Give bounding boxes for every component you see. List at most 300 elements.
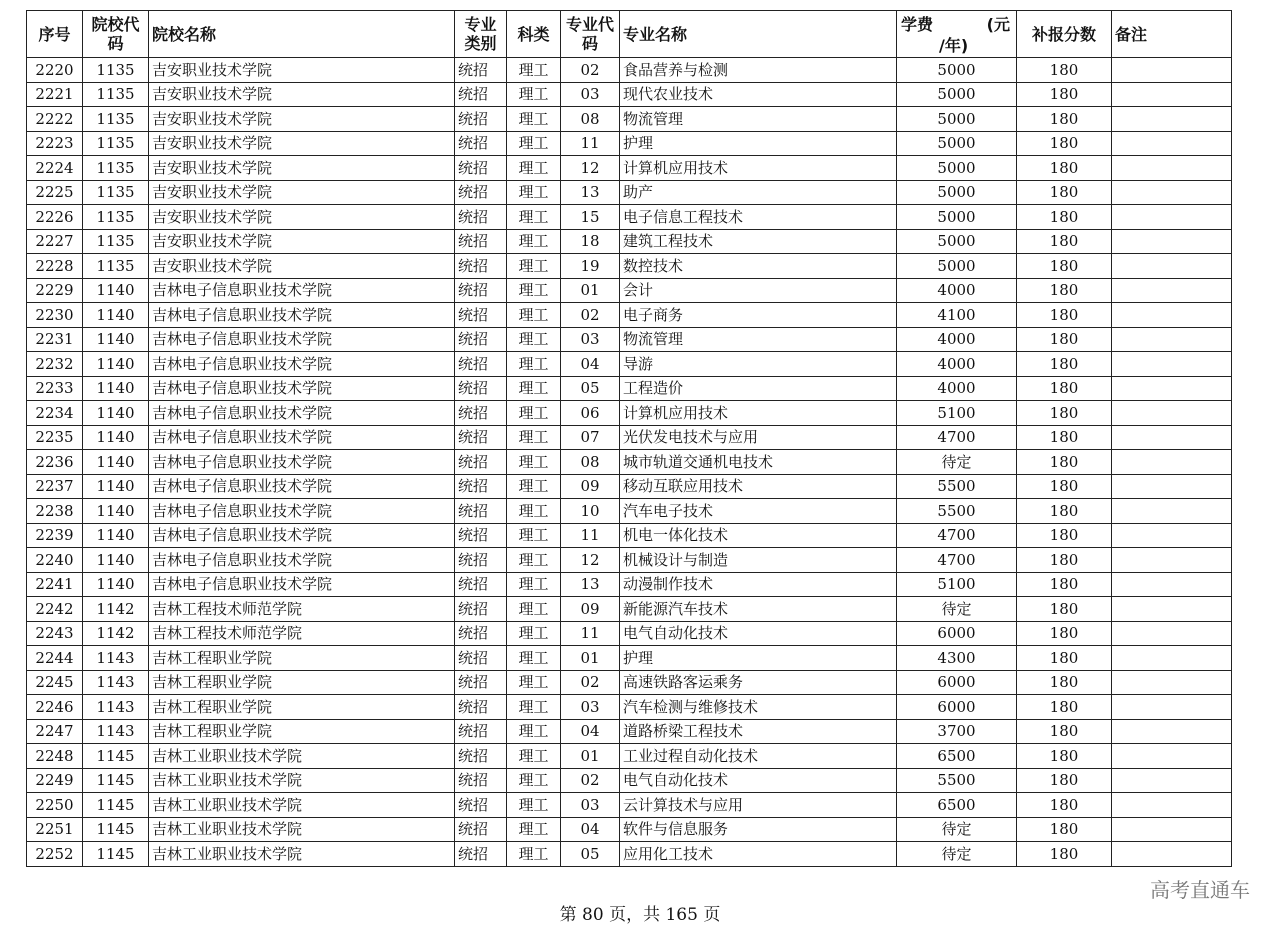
cell-seq: 2250 [27,793,83,818]
table-row [27,327,1232,352]
cell-school-name: 吉林工业职业技术学院 [149,817,455,842]
cell-subject: 理工 [507,303,561,328]
cell-school-code: 1143 [83,646,149,671]
cell-major-code: 04 [561,352,620,377]
cell-score: 180 [1017,670,1112,695]
cell-school-code: 1135 [83,254,149,279]
cell-subject: 理工 [507,499,561,524]
cell-fee: 5000 [897,180,1017,205]
cell-school-name: 吉林工程技术师范学院 [149,621,455,646]
cell-note [1112,58,1232,83]
cell-school-code: 1140 [83,572,149,597]
cell-seq: 2235 [27,425,83,450]
cell-note [1112,352,1232,377]
cell-major-name: 汽车检测与维修技术 [620,695,897,720]
cell-seq: 2224 [27,156,83,181]
cell-major-name: 电气自动化技术 [620,768,897,793]
cell-major-name: 护理 [620,646,897,671]
cell-score: 180 [1017,597,1112,622]
cell-major-type: 统招 [455,131,507,156]
cell-seq: 2220 [27,58,83,83]
cell-fee: 5000 [897,107,1017,132]
cell-major-name: 软件与信息服务 [620,817,897,842]
cell-fee: 5000 [897,254,1017,279]
cell-major-code: 12 [561,548,620,573]
cell-fee: 6000 [897,621,1017,646]
cell-note [1112,229,1232,254]
cell-major-code: 13 [561,572,620,597]
table-row [27,401,1232,426]
cell-fee: 4000 [897,376,1017,401]
cell-fee: 6500 [897,744,1017,769]
cell-fee: 3700 [897,719,1017,744]
cell-seq: 2226 [27,205,83,230]
cell-school-code: 1135 [83,131,149,156]
cell-subject: 理工 [507,695,561,720]
cell-school-code: 1140 [83,499,149,524]
cell-seq: 2238 [27,499,83,524]
cell-fee: 4000 [897,278,1017,303]
cell-school-code: 1135 [83,82,149,107]
cell-score: 180 [1017,425,1112,450]
cell-major-name: 建筑工程技术 [620,229,897,254]
cell-major-name: 计算机应用技术 [620,156,897,181]
cell-school-code: 1135 [83,205,149,230]
cell-seq: 2229 [27,278,83,303]
cell-fee: 5100 [897,401,1017,426]
cell-subject: 理工 [507,548,561,573]
cell-major-name: 数控技术 [620,254,897,279]
header-major-name: 专业名称 [620,11,897,58]
table-row [27,744,1232,769]
cell-school-name: 吉林电子信息职业技术学院 [149,572,455,597]
cell-major-name: 电子商务 [620,303,897,328]
cell-subject: 理工 [507,180,561,205]
cell-major-name: 工程造价 [620,376,897,401]
cell-major-code: 01 [561,646,620,671]
cell-seq: 2242 [27,597,83,622]
cell-subject: 理工 [507,131,561,156]
table-row [27,719,1232,744]
cell-note [1112,303,1232,328]
cell-school-name: 吉林电子信息职业技术学院 [149,425,455,450]
cell-seq: 2245 [27,670,83,695]
cell-fee: 5000 [897,156,1017,181]
cell-school-name: 吉林工业职业技术学院 [149,744,455,769]
cell-subject: 理工 [507,107,561,132]
cell-fee: 待定 [897,597,1017,622]
cell-school-code: 1143 [83,695,149,720]
cell-major-type: 统招 [455,229,507,254]
cell-school-code: 1140 [83,327,149,352]
cell-seq: 2227 [27,229,83,254]
cell-school-name: 吉安职业技术学院 [149,107,455,132]
cell-score: 180 [1017,352,1112,377]
cell-major-name: 电气自动化技术 [620,621,897,646]
cell-major-name: 工业过程自动化技术 [620,744,897,769]
cell-score: 180 [1017,327,1112,352]
cell-major-type: 统招 [455,597,507,622]
cell-seq: 2230 [27,303,83,328]
cell-fee: 6000 [897,695,1017,720]
table-row [27,425,1232,450]
cell-score: 180 [1017,82,1112,107]
cell-subject: 理工 [507,817,561,842]
cell-major-type: 统招 [455,474,507,499]
cell-school-name: 吉林工程技术师范学院 [149,597,455,622]
cell-school-code: 1135 [83,58,149,83]
cell-score: 180 [1017,523,1112,548]
cell-note [1112,131,1232,156]
cell-major-code: 08 [561,107,620,132]
cell-major-code: 07 [561,425,620,450]
cell-major-name: 移动互联应用技术 [620,474,897,499]
table-row [27,82,1232,107]
cell-major-type: 统招 [455,744,507,769]
cell-fee: 5000 [897,205,1017,230]
table-row [27,278,1232,303]
cell-school-name: 吉安职业技术学院 [149,58,455,83]
table-row [27,229,1232,254]
table-row [27,58,1232,83]
cell-fee: 5000 [897,82,1017,107]
cell-school-name: 吉林工程职业学院 [149,695,455,720]
cell-major-name: 新能源汽车技术 [620,597,897,622]
table-row [27,205,1232,230]
header-score: 补报分数 [1017,11,1112,58]
cell-note [1112,768,1232,793]
cell-score: 180 [1017,205,1112,230]
cell-fee: 4000 [897,352,1017,377]
cell-note [1112,670,1232,695]
cell-school-name: 吉林工程职业学院 [149,670,455,695]
cell-fee: 4700 [897,425,1017,450]
cell-note [1112,425,1232,450]
cell-major-type: 统招 [455,180,507,205]
cell-fee: 5000 [897,229,1017,254]
cell-fee: 待定 [897,817,1017,842]
cell-fee: 5500 [897,474,1017,499]
cell-score: 180 [1017,499,1112,524]
cell-subject: 理工 [507,425,561,450]
cell-subject: 理工 [507,597,561,622]
cell-major-name: 动漫制作技术 [620,572,897,597]
cell-major-code: 12 [561,156,620,181]
cell-school-code: 1140 [83,376,149,401]
cell-subject: 理工 [507,327,561,352]
cell-seq: 2249 [27,768,83,793]
table-row [27,842,1232,867]
table-row [27,817,1232,842]
cell-note [1112,548,1232,573]
cell-major-name: 高速铁路客运乘务 [620,670,897,695]
cell-subject: 理工 [507,646,561,671]
cell-major-type: 统招 [455,523,507,548]
cell-major-type: 统招 [455,670,507,695]
table-row [27,131,1232,156]
cell-fee: 5500 [897,768,1017,793]
cell-fee: 5000 [897,131,1017,156]
admissions-table [26,10,1232,867]
cell-note [1112,719,1232,744]
cell-seq: 2239 [27,523,83,548]
cell-note [1112,523,1232,548]
cell-fee: 待定 [897,450,1017,475]
cell-seq: 2223 [27,131,83,156]
cell-major-name: 物流管理 [620,107,897,132]
table-row [27,474,1232,499]
cell-score: 180 [1017,474,1112,499]
cell-score: 180 [1017,621,1112,646]
cell-subject: 理工 [507,58,561,83]
cell-seq: 2234 [27,401,83,426]
cell-school-name: 吉林电子信息职业技术学院 [149,278,455,303]
cell-seq: 2232 [27,352,83,377]
cell-school-name: 吉安职业技术学院 [149,131,455,156]
table-row [27,670,1232,695]
table-row [27,621,1232,646]
cell-major-type: 统招 [455,58,507,83]
cell-note [1112,82,1232,107]
cell-note [1112,646,1232,671]
cell-major-name: 道路桥梁工程技术 [620,719,897,744]
table-body [27,58,1232,867]
cell-school-name: 吉林工业职业技术学院 [149,768,455,793]
cell-school-code: 1142 [83,597,149,622]
cell-note [1112,401,1232,426]
table-row [27,548,1232,573]
cell-major-name: 光伏发电技术与应用 [620,425,897,450]
cell-school-code: 1143 [83,719,149,744]
cell-subject: 理工 [507,768,561,793]
cell-major-code: 04 [561,817,620,842]
cell-score: 180 [1017,180,1112,205]
cell-school-name: 吉林工程职业学院 [149,719,455,744]
cell-note [1112,376,1232,401]
cell-major-code: 01 [561,744,620,769]
header-seq: 序号 [27,11,83,58]
cell-seq: 2251 [27,817,83,842]
cell-subject: 理工 [507,450,561,475]
cell-major-type: 统招 [455,793,507,818]
cell-school-code: 1140 [83,278,149,303]
cell-major-type: 统招 [455,572,507,597]
cell-major-type: 统招 [455,768,507,793]
cell-major-name: 机械设计与制造 [620,548,897,573]
table-row [27,646,1232,671]
cell-major-type: 统招 [455,646,507,671]
cell-major-code: 13 [561,180,620,205]
cell-school-code: 1145 [83,768,149,793]
cell-subject: 理工 [507,744,561,769]
cell-subject: 理工 [507,156,561,181]
cell-major-code: 02 [561,303,620,328]
cell-school-name: 吉林电子信息职业技术学院 [149,376,455,401]
cell-school-code: 1140 [83,401,149,426]
cell-fee: 4100 [897,303,1017,328]
cell-subject: 理工 [507,621,561,646]
cell-subject: 理工 [507,793,561,818]
cell-score: 180 [1017,646,1112,671]
table-row [27,352,1232,377]
cell-school-code: 1145 [83,793,149,818]
cell-fee: 4300 [897,646,1017,671]
cell-school-code: 1140 [83,425,149,450]
cell-major-type: 统招 [455,156,507,181]
cell-note [1112,499,1232,524]
cell-major-type: 统招 [455,401,507,426]
cell-school-code: 1135 [83,156,149,181]
table-row [27,523,1232,548]
cell-major-name: 电子信息工程技术 [620,205,897,230]
cell-fee: 5000 [897,58,1017,83]
cell-major-name: 应用化工技术 [620,842,897,867]
cell-school-name: 吉林电子信息职业技术学院 [149,450,455,475]
cell-score: 180 [1017,450,1112,475]
cell-score: 180 [1017,107,1112,132]
cell-major-code: 10 [561,499,620,524]
header-school-code: 院校代码 [83,11,149,58]
cell-note [1112,205,1232,230]
cell-major-type: 统招 [455,278,507,303]
cell-major-code: 04 [561,719,620,744]
cell-fee: 4700 [897,548,1017,573]
cell-major-code: 02 [561,768,620,793]
cell-seq: 2228 [27,254,83,279]
cell-major-code: 03 [561,793,620,818]
cell-note [1112,156,1232,181]
cell-seq: 2248 [27,744,83,769]
cell-major-type: 统招 [455,376,507,401]
cell-major-type: 统招 [455,303,507,328]
cell-major-code: 08 [561,450,620,475]
cell-note [1112,793,1232,818]
cell-major-code: 03 [561,327,620,352]
table-row [27,180,1232,205]
cell-major-type: 统招 [455,450,507,475]
header-fee-unit: (元 [986,15,1010,34]
cell-major-name: 现代农业技术 [620,82,897,107]
cell-school-code: 1140 [83,474,149,499]
cell-score: 180 [1017,695,1112,720]
table-row [27,597,1232,622]
cell-subject: 理工 [507,523,561,548]
cell-major-name: 会计 [620,278,897,303]
cell-fee: 4000 [897,327,1017,352]
table-row [27,107,1232,132]
cell-fee: 6000 [897,670,1017,695]
cell-school-code: 1145 [83,817,149,842]
cell-score: 180 [1017,842,1112,867]
cell-school-name: 吉安职业技术学院 [149,229,455,254]
cell-score: 180 [1017,548,1112,573]
cell-score: 180 [1017,768,1112,793]
cell-major-type: 统招 [455,205,507,230]
header-row [27,11,1232,58]
table-row [27,793,1232,818]
cell-major-code: 09 [561,597,620,622]
cell-school-name: 吉安职业技术学院 [149,82,455,107]
cell-school-name: 吉林工业职业技术学院 [149,842,455,867]
cell-note [1112,474,1232,499]
cell-score: 180 [1017,131,1112,156]
cell-major-type: 统招 [455,327,507,352]
cell-fee: 5500 [897,499,1017,524]
cell-subject: 理工 [507,719,561,744]
cell-school-code: 1135 [83,229,149,254]
cell-seq: 2231 [27,327,83,352]
cell-school-code: 1145 [83,842,149,867]
cell-major-type: 统招 [455,719,507,744]
cell-note [1112,254,1232,279]
cell-school-name: 吉林电子信息职业技术学院 [149,303,455,328]
cell-major-code: 05 [561,842,620,867]
watermark: 高考直通车 [1150,878,1250,902]
cell-note [1112,572,1232,597]
cell-seq: 2221 [27,82,83,107]
header-school-name: 院校名称 [149,11,455,58]
cell-major-type: 统招 [455,82,507,107]
cell-school-code: 1140 [83,450,149,475]
cell-score: 180 [1017,303,1112,328]
cell-school-name: 吉林电子信息职业技术学院 [149,548,455,573]
cell-school-code: 1140 [83,523,149,548]
cell-major-type: 统招 [455,107,507,132]
header-fee [897,11,1017,58]
cell-major-code: 03 [561,695,620,720]
cell-score: 180 [1017,254,1112,279]
cell-seq: 2237 [27,474,83,499]
cell-school-name: 吉安职业技术学院 [149,180,455,205]
cell-major-name: 汽车电子技术 [620,499,897,524]
cell-major-type: 统招 [455,548,507,573]
cell-seq: 2244 [27,646,83,671]
cell-school-name: 吉林工程职业学院 [149,646,455,671]
cell-score: 180 [1017,229,1112,254]
cell-school-code: 1135 [83,180,149,205]
cell-fee: 5100 [897,572,1017,597]
cell-major-name: 导游 [620,352,897,377]
cell-seq: 2241 [27,572,83,597]
cell-score: 180 [1017,572,1112,597]
cell-note [1112,278,1232,303]
cell-subject: 理工 [507,474,561,499]
header-fee-per-year: /年) [939,36,969,55]
header-fee-label: 学费 [901,15,934,34]
table-row [27,303,1232,328]
cell-subject: 理工 [507,205,561,230]
cell-note [1112,107,1232,132]
cell-score: 180 [1017,793,1112,818]
cell-fee: 4700 [897,523,1017,548]
cell-major-type: 统招 [455,842,507,867]
cell-subject: 理工 [507,572,561,597]
cell-major-name: 云计算技术与应用 [620,793,897,818]
table-row [27,695,1232,720]
header-major-type: 专业类别 [455,11,507,58]
cell-major-name: 物流管理 [620,327,897,352]
header-note: 备注 [1112,11,1232,58]
cell-major-code: 11 [561,131,620,156]
cell-major-type: 统招 [455,425,507,450]
header-major-code: 专业代码 [561,11,620,58]
cell-school-name: 吉林电子信息职业技术学院 [149,523,455,548]
cell-fee: 6500 [897,793,1017,818]
cell-score: 180 [1017,817,1112,842]
table-row [27,768,1232,793]
table-row [27,376,1232,401]
cell-subject: 理工 [507,670,561,695]
